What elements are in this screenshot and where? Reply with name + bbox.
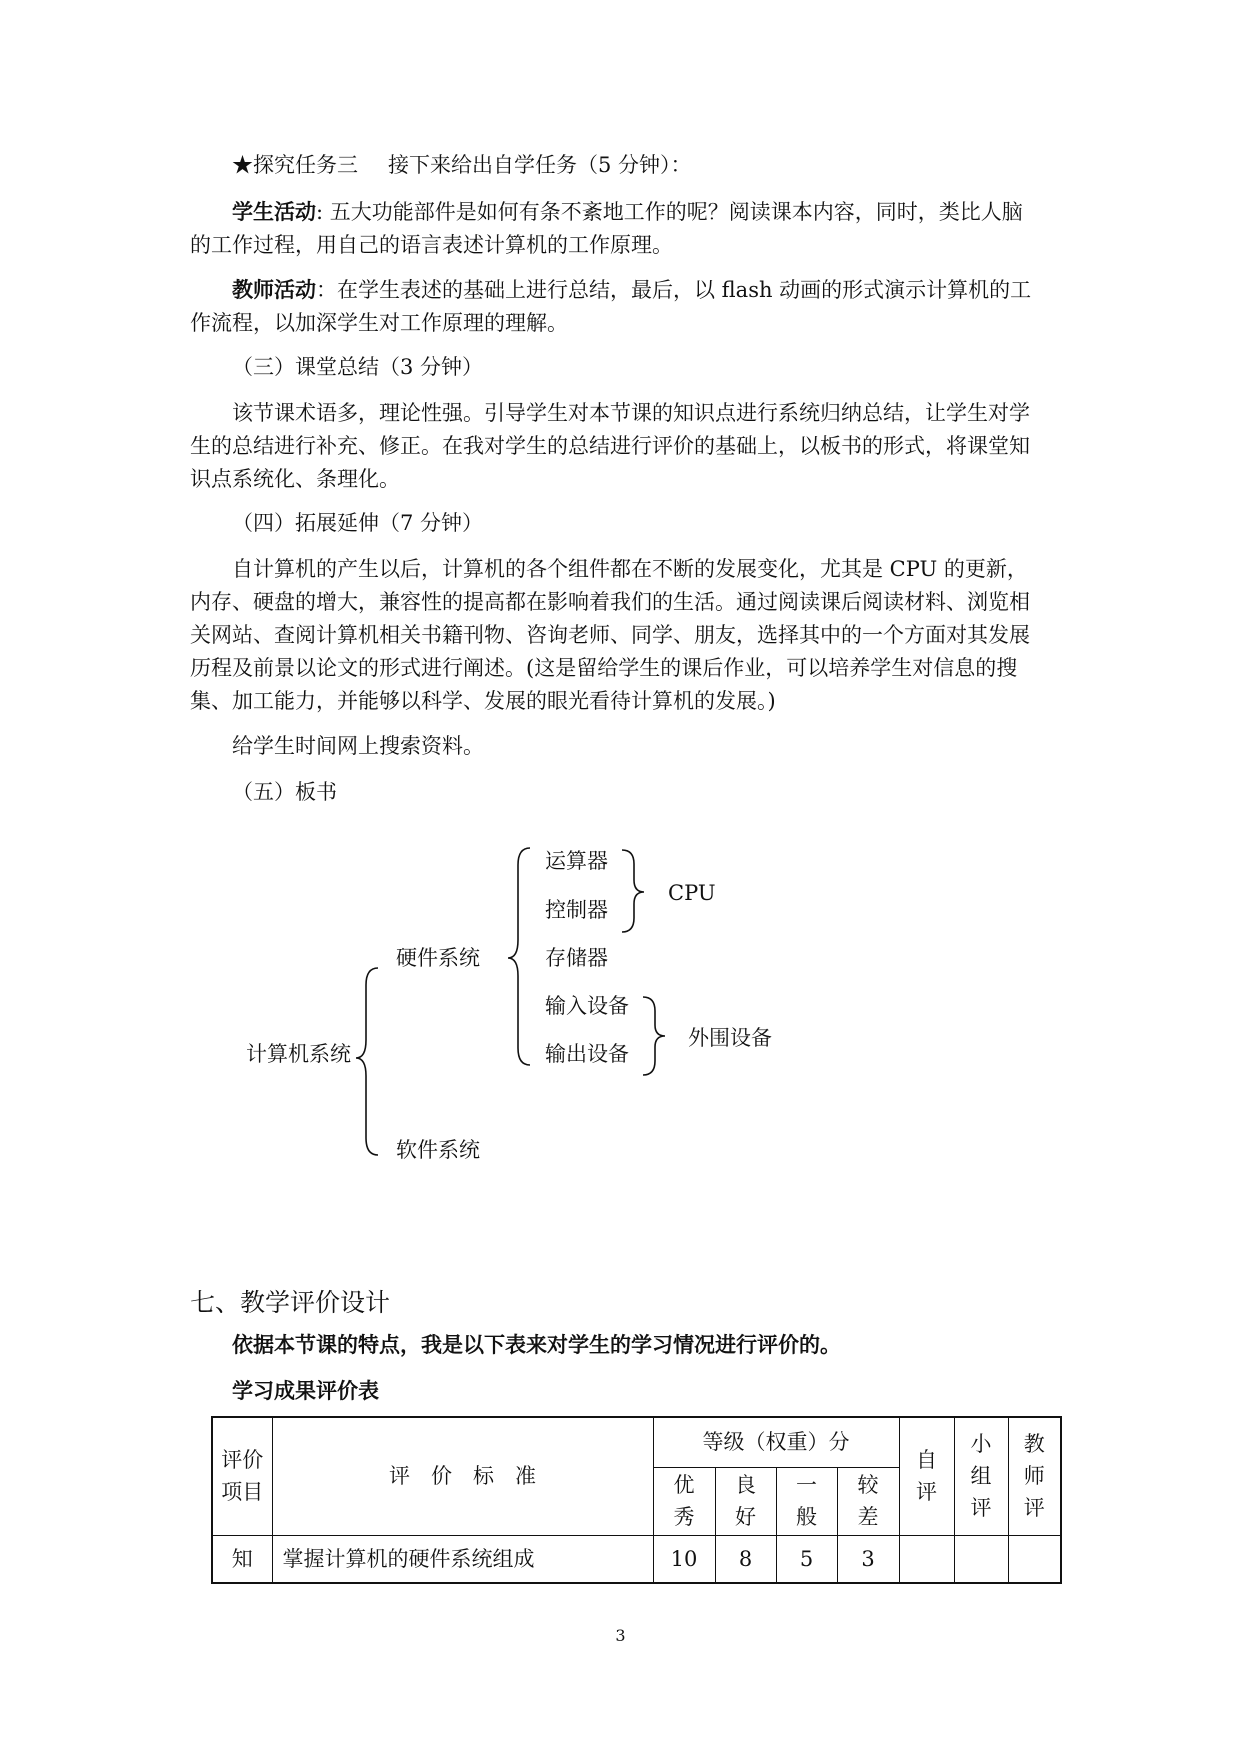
diagram-hardware: 硬件系统: [396, 946, 480, 970]
student-activity-label: 学生活动: [232, 199, 316, 224]
task3-title: ★探究任务三: [232, 153, 358, 177]
hardware-brace: [508, 848, 530, 1065]
teacher-activity-cont: 作流程，以加深学生对工作原理的理解。: [190, 311, 568, 335]
root-brace: [356, 968, 378, 1155]
cpu-brace: [622, 850, 644, 932]
row1-standard: 掌握计算机的硬件系统组成: [272, 1535, 653, 1583]
page-number: 3: [615, 1626, 626, 1645]
summary-heading: （三）课堂总结（3 分钟）: [232, 355, 484, 379]
task3-line: [232, 150, 692, 180]
diagram-root: 计算机系统: [246, 1042, 351, 1066]
row1-item: 知: [212, 1535, 272, 1583]
table-row: [212, 1535, 1061, 1583]
teacher-activity-line: [232, 275, 1031, 305]
diagram-output: 输出设备: [545, 1042, 629, 1066]
summary-line-1: 该节课术语多，理论性强。引导学生对本节课的知识点进行系统归纳总结，让学生对学: [232, 401, 1030, 425]
row1-excellent: 10: [653, 1535, 715, 1583]
header-teacher: 教师评: [1008, 1417, 1061, 1535]
diagram-cpu: CPU: [668, 881, 716, 905]
teacher-activity-text: ：在学生表述的基础上进行总结，最后，以 flash 动画的形式演示计算机的工: [316, 278, 1032, 302]
header-item: 评价项目: [212, 1417, 272, 1535]
row1-group: [954, 1535, 1008, 1583]
row1-self: [899, 1535, 954, 1583]
header-grade: 等级（权重）分: [653, 1417, 899, 1467]
extend-line-2: 内存、硬盘的增大，兼容性的提高都在影响着我们的生活。通过阅读课后阅读材料、浏览相: [190, 590, 1030, 614]
header-poor: 较差: [837, 1467, 899, 1535]
search-line: 给学生时间网上搜索资料。: [232, 734, 484, 758]
diagram-input: 输入设备: [545, 994, 629, 1018]
student-activity-text: : 五大功能部件是如何有条不紊地工作的呢？阅读课本内容，同时，类比人脑: [316, 200, 1023, 224]
header-group: 小组评: [954, 1417, 1008, 1535]
task3-desc: 接下来给出自学任务（5 分钟）：: [388, 153, 692, 177]
row1-good: 8: [715, 1535, 776, 1583]
evaluation-table: [211, 1416, 1062, 1584]
extend-line-1: 自计算机的产生以后，计算机的各个组件都在不断的发展变化，尤其是 CPU 的更新，: [232, 557, 1028, 581]
board-heading: （五）板书: [232, 780, 337, 804]
row1-average: 5: [776, 1535, 837, 1583]
extend-heading: （四）拓展延伸（7 分钟）: [232, 511, 484, 535]
diagram-software: 软件系统: [396, 1138, 480, 1162]
row1-teacher: [1008, 1535, 1061, 1583]
header-standard: 评 价 标 准: [272, 1417, 653, 1535]
extend-line-4: 历程及前景以论文的形式进行阐述。(这是留给学生的课后作业，可以培养学生对信息的搜: [190, 656, 1018, 680]
header-self: 自评: [899, 1417, 954, 1535]
header-good: 良好: [715, 1467, 776, 1535]
diagram-memory: 存储器: [545, 946, 608, 970]
row1-poor: 3: [837, 1535, 899, 1583]
section7-table-title: 学习成果评价表: [232, 1378, 379, 1403]
diagram-peripheral: 外围设备: [688, 1026, 772, 1050]
extend-line-3: 关网站、查阅计算机相关书籍刊物、咨询老师、同学、朋友，选择其中的一个方面对其发展: [190, 623, 1030, 647]
section7-intro: 依据本节课的特点，我是以下表来对学生的学习情况进行评价的。: [232, 1332, 841, 1357]
student-activity-cont: 的工作过程，用自己的语言表述计算机的工作原理。: [190, 233, 673, 257]
student-activity-line: [232, 197, 1023, 227]
table-header-row-1: [212, 1417, 1061, 1467]
header-excellent: 优秀: [653, 1467, 715, 1535]
section7-title: 七、教学评价设计: [190, 1288, 391, 1317]
peripheral-brace: [643, 997, 665, 1075]
summary-line-2: 生的总结进行补充、修正。在我对学生的总结进行评价的基础上，以板书的形式，将课堂知: [190, 434, 1030, 458]
header-average: 一般: [776, 1467, 837, 1535]
summary-line-3: 识点系统化、条理化。: [190, 467, 400, 491]
extend-line-5: 集、加工能力，并能够以科学、发展的眼光看待计算机的发展。): [190, 689, 776, 713]
diagram-alu: 运算器: [545, 849, 608, 873]
teacher-activity-label: 教师活动: [232, 277, 316, 302]
diagram-controller: 控制器: [545, 898, 608, 922]
